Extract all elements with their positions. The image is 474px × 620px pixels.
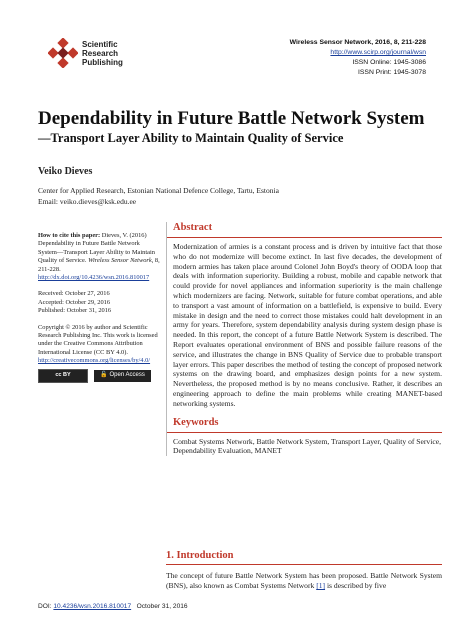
received-date: Received: October 27, 2016 [38,290,110,298]
license-badges [38,369,160,383]
intro-text [166,571,442,591]
footer-date: October 31, 2016 [136,603,188,610]
cite-volume: , 8, 211-228. [38,257,160,273]
page-footer [38,603,188,610]
author-affiliation: Center for Applied Research, Estonian National Defence College, Tartu, Estonia [38,186,279,195]
abstract-heading: Abstract [167,222,442,238]
footer-doi-label: DOI: [38,603,54,610]
publisher-name-line: Publishing [82,58,123,67]
publisher-name-line: Scientific [82,40,118,49]
cite-journal: Wireless Sensor Network [88,257,152,265]
intro-text-part: is described by five [325,581,387,590]
cc-by-icon: cc BY [55,372,71,379]
paper-subtitle: —Transport Layer Ability to Maintain Quality of Service [38,131,344,145]
footer-doi-link[interactable]: 10.4236/wsn.2016.810017 [53,603,132,610]
open-access-badge[interactable] [94,370,151,382]
cite-text: Dieves, V. (2016) Dependability in Future Battle Network System—Transport Layer Ability to Maintain Quality of Service. [38,232,155,265]
journal-url-link[interactable]: http://www.scirp.org/journal/wsn [330,49,426,56]
abstract-text: Modernization of armies is a constant process and is driven by intuitive fact that those who do not modernize will become extinct. In last five decades, the development of modern armies has taken place around Colonel John Boyd's theory of OODA loop that deals with information superiority. Building a robust, mobile and capable network that could provide for novel appliances and information superiority is the main challenge which modernizers are facing. Network, suitable for future combat operations, and able to transport a vast amount of information on a battlefield, is expensive to build. Every mistake in design and the need to correct those mistakes could halt development in an army for years. Therefore, system dependability analysis during system design phase is needed. In this report, the concept of a future Battle Network System is described. The Report evaluates operational environment of BNS and possible failure reasons of the service, and illustrates the change in BNS Quality of Service due to probable transport layer errors. This paper describes the method of testing the concept of proposed network systems on the drawing board, and emphasizes design points for a new system. Nevertheless, the proposed method is by no means conclusive. Rather, it describes an engineering approach to define the main problems while creating MANET-based networking systems. [173,242,442,408]
issn-online: ISSN Online: 1945-3086 [352,59,426,66]
author-email: Email: veiko.dieves@ksk.edu.ee [38,197,137,206]
intro-heading: 1. Introduction [166,550,442,565]
accepted-date: Accepted: October 29, 2016 [38,298,111,306]
keywords-heading: Keywords [167,417,442,433]
publisher-logo-icon [48,38,78,68]
intro-text-part: The concept of future Battle Network System has been proposed. Battle Network System (BNS), also known as Combat Systems Network [166,571,442,590]
article-sidebar [38,232,160,383]
citation-block [38,232,160,282]
open-access-icon: 🔓 [100,372,108,379]
keywords-text: Combat Systems Network, Battle Network System, Transport Layer, Quality of Service, Dependability Evaluation, MANET [173,436,441,456]
journal-info [290,38,426,78]
issn-print: ISSN Print: 1945-3078 [357,69,426,76]
reference-link[interactable]: [1] [316,581,326,590]
author-name: Veiko Dieves [38,166,93,177]
cc-by-badge[interactable] [38,369,88,383]
published-date: Published: October 31, 2016 [38,307,112,315]
open-access-label: Open Access [109,372,145,379]
publisher-name-line: Research [82,49,119,58]
license-link[interactable]: http://creativecommons.org/licenses/by/4.0/ [38,357,151,365]
journal-citation: Wireless Sensor Network, 2016, 8, 211-228 [289,39,426,46]
abstract-section [166,222,442,456]
cite-label: How to cite this paper: [38,232,101,239]
paper-title: Dependability in Future Battle Network System [38,108,425,129]
publisher-name [82,40,123,67]
copyright-notice: Copyright © 2016 by author and Scientific Research Publishing Inc. This work is licensed under the Creative Commons Attribution International License (CC BY 4.0). [38,323,158,356]
cite-doi-link[interactable]: http://dx.doi.org/10.4236/wsn.2016.810017 [38,274,150,282]
